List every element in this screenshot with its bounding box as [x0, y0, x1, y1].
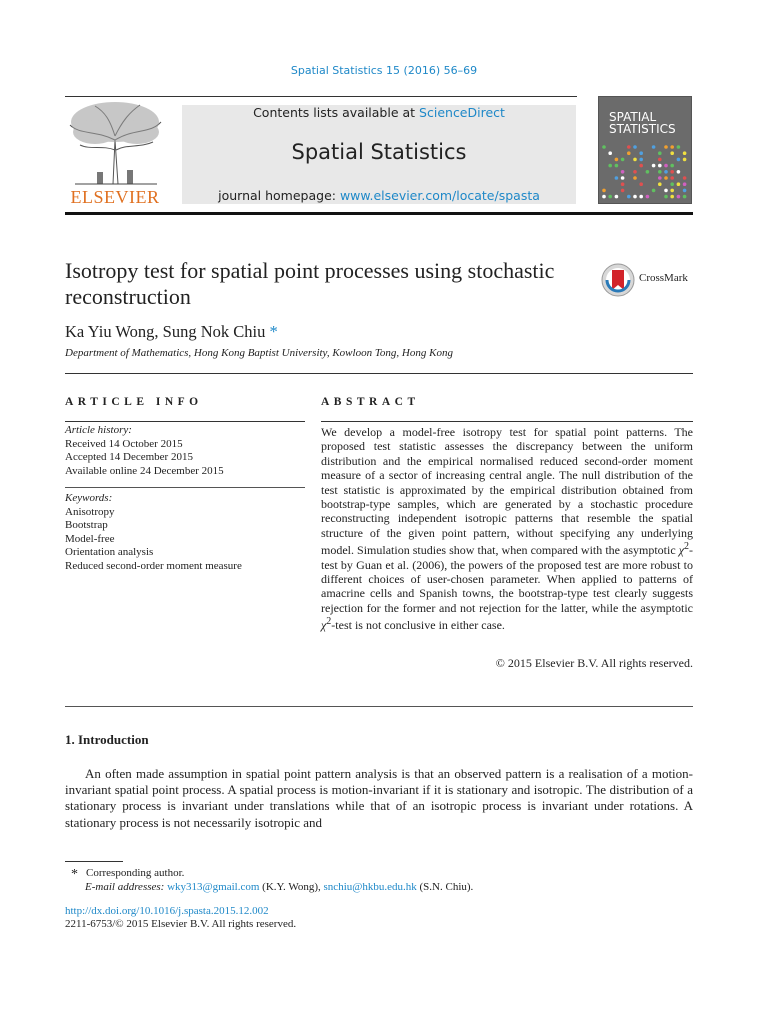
- cover-dot: [683, 189, 687, 193]
- cover-dot: [608, 195, 612, 199]
- cover-dot: [677, 145, 681, 149]
- journal-cover-image: [598, 96, 692, 204]
- cover-dot: [633, 145, 637, 149]
- cover-dot: [633, 195, 637, 199]
- cover-dot: [670, 195, 674, 199]
- cover-dot: [683, 176, 687, 180]
- author-names: Ka Yiu Wong, Sung Nok Chiu: [65, 322, 266, 341]
- cover-dot: [670, 145, 674, 149]
- cover-dot: [652, 145, 656, 149]
- article-info-divider: [65, 487, 305, 488]
- cover-dot: [652, 164, 656, 168]
- paper-title: Isotropy test for spatial point processes using stochastic reconstruction: [65, 258, 555, 309]
- footnote: [65, 866, 693, 894]
- author-list: [65, 322, 278, 342]
- journal-title: Spatial Statistics: [291, 140, 467, 164]
- keyword-item: Anisotropy: [65, 505, 115, 518]
- cover-dot: [639, 164, 643, 168]
- cover-dot: [664, 195, 668, 199]
- cover-dot: [670, 164, 674, 168]
- cover-dot: [639, 158, 643, 162]
- cover-dot: [658, 176, 662, 180]
- cover-dot: [664, 164, 668, 168]
- introduction-paragraph: An often made assumption in spatial point pattern analysis is that an observed pattern is a realisation of a motion-invariant spatial point process. A spatial process is motion-invariant if it is stationary and isotropic. The distribution of a stationary process is invariant under translations while that of an isotropic process is invariant under rotations. A stationary process is not necessarily isotropic and: [65, 766, 693, 830]
- email-owner-wong: (K.Y. Wong),: [259, 881, 324, 893]
- email-link-wong[interactable]: wky313@gmail.com: [167, 881, 260, 893]
- cover-dot: [633, 170, 637, 174]
- cover-dot: [627, 151, 631, 155]
- cover-dot: [615, 176, 619, 180]
- keywords-label: Keywords:: [65, 492, 113, 504]
- cover-dot-pattern: [599, 143, 691, 203]
- footnote-emails: [65, 880, 693, 894]
- cover-dot: [652, 189, 656, 193]
- cover-dot: [677, 182, 681, 186]
- elsevier-wordmark: ELSEVIER: [70, 187, 160, 207]
- cover-dot: [658, 158, 662, 162]
- cover-dot: [683, 195, 687, 199]
- affiliation: Department of Mathematics, Hong Kong Baptist University, Kowloon Tong, Hong Kong: [65, 347, 453, 359]
- chi-symbol: χ: [321, 618, 327, 633]
- cover-dot: [670, 176, 674, 180]
- cover-title: [609, 111, 676, 135]
- cover-title-line-1: SPATIAL: [609, 110, 657, 124]
- cover-dot: [639, 151, 643, 155]
- footnote-marker: *: [71, 867, 78, 882]
- cover-dot: [677, 170, 681, 174]
- crossmark-icon: [600, 262, 636, 298]
- cover-dot: [633, 176, 637, 180]
- cover-dot: [664, 176, 668, 180]
- header-bottom-rule: [65, 212, 693, 215]
- abstract-copyright: © 2015 Elsevier B.V. All rights reserved.: [495, 656, 693, 670]
- cover-dot: [615, 158, 619, 162]
- cover-dot: [670, 170, 674, 174]
- history-label: Article history:: [65, 424, 132, 436]
- crossmark-badge[interactable]: [600, 262, 693, 296]
- cover-dot: [615, 195, 619, 199]
- keyword-item: Bootstrap: [65, 519, 108, 531]
- cover-dot: [646, 170, 650, 174]
- cover-dot: [658, 151, 662, 155]
- cover-dot: [621, 170, 625, 174]
- cover-dot: [621, 176, 625, 180]
- cover-dot: [677, 195, 681, 199]
- cover-dot: [670, 151, 674, 155]
- article-history: [65, 424, 305, 478]
- cover-dot: [658, 182, 662, 186]
- cover-dot: [621, 158, 625, 162]
- cover-dot: [646, 195, 650, 199]
- corresponding-author-marker[interactable]: *: [269, 322, 278, 341]
- journal-reference-link[interactable]: Spatial Statistics 15 (2016) 56–69: [290, 64, 478, 77]
- cover-dot: [602, 195, 606, 199]
- contents-prefix: Contents lists available at: [253, 105, 420, 120]
- superscript-2: 2: [326, 616, 332, 628]
- contents-line: [182, 105, 576, 120]
- abstract-rule: [321, 421, 693, 422]
- cover-title-line-2: STATISTICS: [609, 122, 676, 136]
- cover-dot: [658, 170, 662, 174]
- cover-dot: [621, 189, 625, 193]
- keyword-item: Orientation analysis: [65, 546, 154, 558]
- homepage-prefix: journal homepage:: [218, 188, 340, 203]
- history-online: Available online 24 December 2015: [65, 464, 224, 477]
- abstract-heading: ABSTRACT: [321, 396, 420, 408]
- cover-dot: [608, 151, 612, 155]
- cover-dot: [633, 158, 637, 162]
- keywords: [65, 492, 305, 573]
- keyword-item: Model-free: [65, 532, 115, 545]
- cover-dot: [670, 182, 674, 186]
- email-label: E-mail addresses:: [85, 881, 168, 893]
- abstract-part-2: -test by Guan et al. (2006), the powers of the proposed test are more robust to different choices of user-chosen parameter. When applied to patterns of amacrine cells and Spanish towns, the bootstrap-type test clearly suggests rejection for the former and not rejection for the latter, while the asymptotic: [321, 543, 693, 615]
- affiliation-rule: [65, 373, 693, 374]
- cover-dot: [683, 182, 687, 186]
- footnote-corresponding: [65, 866, 693, 880]
- cover-dot: [664, 189, 668, 193]
- cover-dot: [627, 195, 631, 199]
- cover-dot: [664, 145, 668, 149]
- homepage-line: [182, 188, 576, 203]
- keyword-item: Reduced second-order moment measure: [65, 559, 242, 572]
- email-link-chiu[interactable]: snchiu@hkbu.edu.hk: [323, 881, 417, 893]
- doi-link[interactable]: http://dx.doi.org/10.1016/j.spasta.2015.12.002: [65, 905, 269, 917]
- crossmark-label: CrossMark: [639, 272, 688, 284]
- abstract-part-1: We develop a model-free isotropy test for spatial point patterns. The proposed test statistic assesses the discrepancy between the uniform distribution and the empirical normalised reduced second-order moment measure of a sector of increasing central angle. The null distribution of the test statistic is approximated by the empirical distribution obtained from bootstrap-type samples, which are generated by a stochastic procedure reconstructing independent isotropic patterns that resemble the spatial structure of the given point pattern, without specifying any underlying model. Simulation studies show that, when compared with the asymptotic: [321, 425, 693, 558]
- article-info-heading: ARTICLE INFO: [65, 396, 203, 408]
- cover-dot: [608, 164, 612, 168]
- sciencedirect-link[interactable]: ScienceDirect: [419, 105, 505, 120]
- history-received: Received 14 October 2015: [65, 437, 183, 450]
- chi-symbol: χ: [678, 543, 684, 558]
- footnote-rule: [65, 861, 123, 862]
- abstract-text: [321, 425, 693, 633]
- cover-dot: [602, 145, 606, 149]
- cover-dot: [683, 151, 687, 155]
- elsevier-logo: [65, 100, 165, 208]
- cover-dot: [670, 189, 674, 193]
- superscript-2: 2: [684, 541, 689, 553]
- email-owner-chiu: (S.N. Chiu).: [416, 881, 474, 893]
- cover-dot: [639, 195, 643, 199]
- cover-dot: [683, 158, 687, 162]
- corresponding-author-label: Corresponding author.: [86, 867, 185, 879]
- history-accepted: Accepted 14 December 2015: [65, 451, 193, 463]
- section-heading-introduction: 1. Introduction: [65, 732, 149, 747]
- cover-dot: [664, 170, 668, 174]
- issn-copyright: 2211-6753/© 2015 Elsevier B.V. All rights reserved.: [65, 918, 297, 930]
- cover-dot: [615, 164, 619, 168]
- cover-dot: [627, 145, 631, 149]
- cover-dot: [621, 182, 625, 186]
- abstract-part-3: -test is not conclusive in either case.: [331, 618, 505, 633]
- cover-dot: [639, 182, 643, 186]
- cover-dot: [658, 164, 662, 168]
- abstract-bottom-rule: [65, 706, 693, 707]
- elsevier-tree-icon: [65, 100, 165, 186]
- cover-dot: [602, 189, 606, 193]
- cover-dot: [677, 158, 681, 162]
- article-info-rule: [65, 421, 305, 422]
- header-top-rule: [65, 96, 577, 97]
- journal-homepage-link[interactable]: www.elsevier.com/locate/spasta: [339, 188, 540, 203]
